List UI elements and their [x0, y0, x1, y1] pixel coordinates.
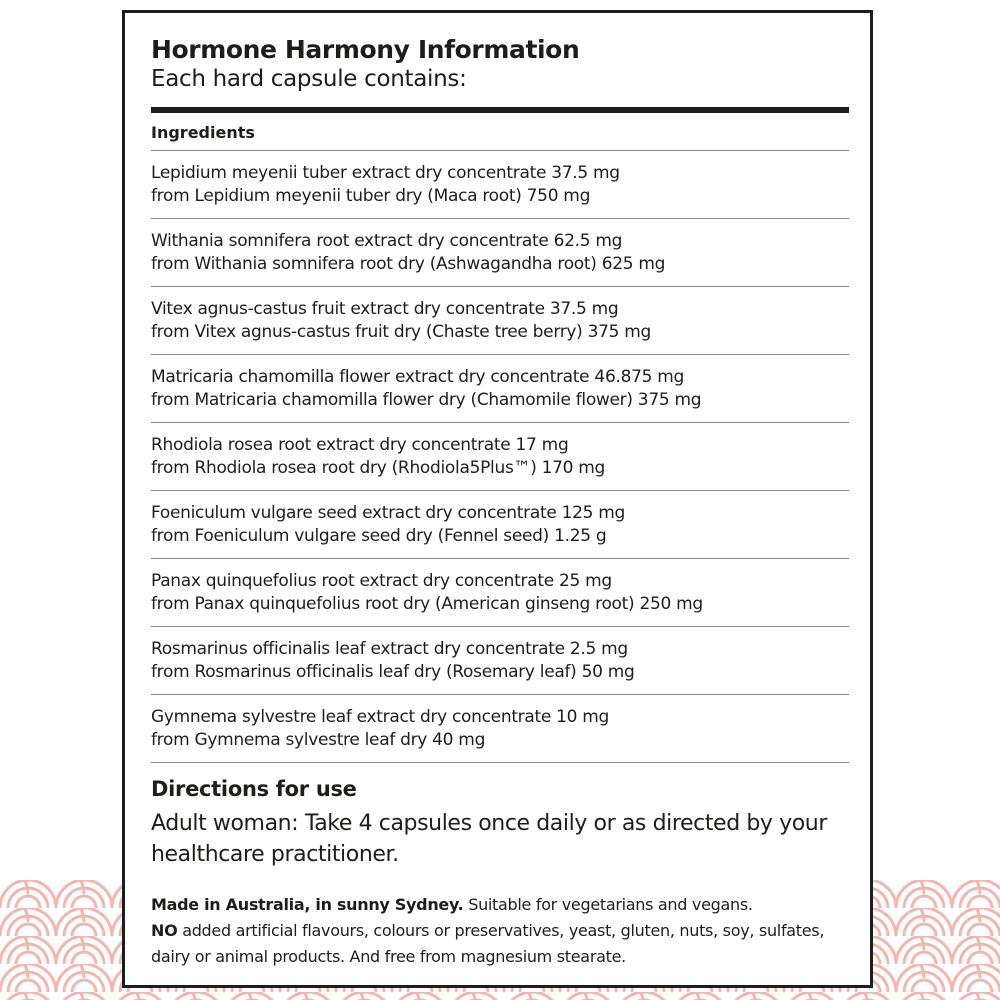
directions-text: Adult woman: Take 4 capsules once daily or as directed by your healthcare practitioner.	[151, 811, 827, 867]
no-label: NO	[151, 921, 178, 940]
ingredients-heading: Ingredients	[151, 113, 849, 151]
ingredient-extract: Lepidium meyenii tuber extract dry concentrate 37.5 mg	[151, 163, 620, 183]
ingredient-source: from Lepidium meyenii tuber dry (Maca root) 750 mg	[151, 186, 591, 206]
ingredient-row	[151, 355, 849, 423]
ingredient-extract: Rosmarinus officinalis leaf extract dry concentrate 2.5 mg	[151, 639, 628, 659]
ingredient-source: from Gymnema sylvestre leaf dry 40 mg	[151, 730, 486, 750]
made-in-label: Made in Australia, in sunny Sydney.	[151, 895, 464, 914]
ingredient-row	[151, 151, 849, 219]
ingredient-extract: Vitex agnus-castus fruit extract dry concentrate 37.5 mg	[151, 299, 619, 319]
ingredient-source: from Withania somnifera root dry (Ashwagandha root) 625 mg	[151, 254, 666, 274]
ingredient-source: from Vitex agnus-castus fruit dry (Chaste tree berry) 375 mg	[151, 322, 652, 342]
ingredient-extract: Matricaria chamomilla flower extract dry concentrate 46.875 mg	[151, 367, 684, 387]
page-title: Hormone Harmony Information	[151, 35, 580, 64]
ingredient-source: from Matricaria chamomilla flower dry (Chamomile flower) 375 mg	[151, 390, 702, 410]
footer-notice	[151, 892, 849, 970]
ingredient-row	[151, 491, 849, 559]
supplement-info-panel	[122, 10, 873, 988]
free-from-text: added artificial flavours, colours or preservatives, yeast, gluten, nuts, soy, sulfates, dairy or animal products. And free from magnesium stearate.	[151, 921, 825, 966]
ingredient-extract: Withania somnifera root extract dry concentrate 62.5 mg	[151, 231, 623, 251]
directions-heading: Directions for use	[151, 777, 357, 801]
ingredient-source: from Foeniculum vulgare seed dry (Fennel seed) 1.25 g	[151, 526, 607, 546]
page-subtitle: Each hard capsule contains:	[151, 66, 467, 92]
ingredient-source: from Rhodiola rosea root dry (Rhodiola5Plus™) 170 mg	[151, 458, 606, 478]
ingredient-row	[151, 287, 849, 355]
ingredient-extract: Panax quinquefolius root extract dry concentrate 25 mg	[151, 571, 612, 591]
ingredient-row	[151, 695, 849, 763]
ingredient-extract: Foeniculum vulgare seed extract dry concentrate 125 mg	[151, 503, 625, 523]
ingredient-row	[151, 219, 849, 287]
ingredient-source: from Rosmarinus officinalis leaf dry (Rosemary leaf) 50 mg	[151, 662, 635, 682]
ingredient-row	[151, 423, 849, 491]
suitable-text: Suitable for vegetarians and vegans.	[463, 895, 753, 914]
ingredient-row	[151, 559, 849, 627]
ingredient-extract: Rhodiola rosea root extract dry concentrate 17 mg	[151, 435, 569, 455]
panel-content	[151, 35, 849, 970]
ingredient-row	[151, 627, 849, 695]
ingredient-source: from Panax quinquefolius root dry (American ginseng root) 250 mg	[151, 594, 703, 614]
ingredient-extract: Gymnema sylvestre leaf extract dry concentrate 10 mg	[151, 707, 610, 727]
